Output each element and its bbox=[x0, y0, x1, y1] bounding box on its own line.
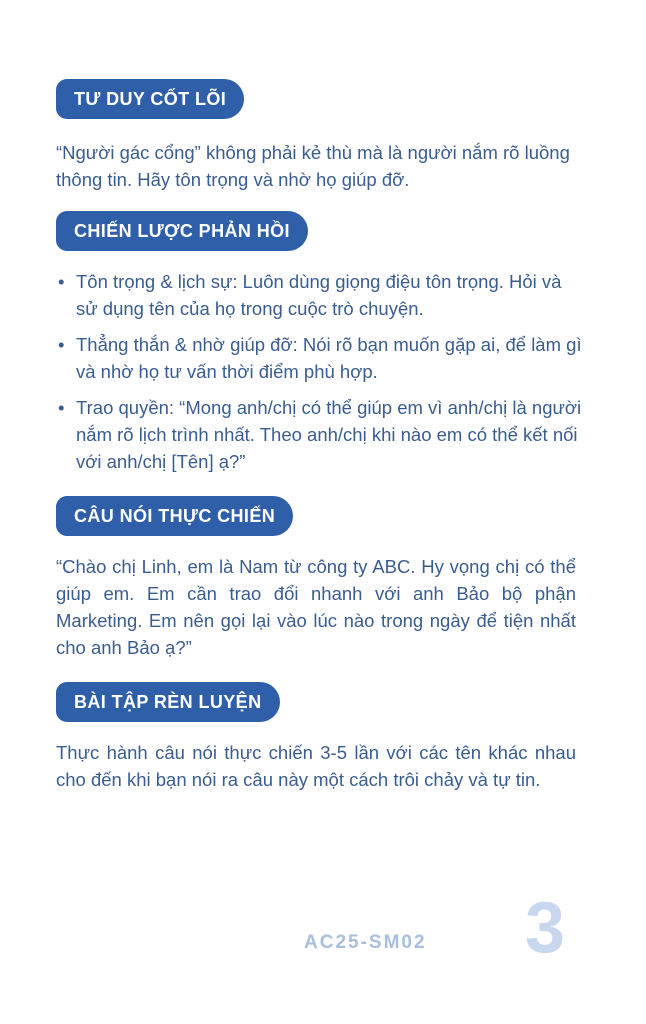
footer-code: AC25-SM02 bbox=[304, 932, 427, 953]
list-item bbox=[56, 394, 584, 475]
list-item-text: Thẳng thắn & nhờ giúp đỡ: Nói rõ bạn muốn gặp ai, để làm gì và nhờ họ tư vấn thời điểm phù hợp. bbox=[76, 334, 582, 382]
section-heading-exercise: BÀI TẬP RÈN LUYỆN bbox=[56, 682, 280, 722]
bullet-dot: • bbox=[58, 334, 65, 355]
bullet-dot: • bbox=[58, 271, 65, 292]
list-item-text: Trao quyền: “Mong anh/chị có thể giúp em vì anh/chị là người nắm rõ lịch trình nhất. Theo anh/chị khi nào em có thể kết nối với anh/chị [Tên] ạ?” bbox=[76, 397, 582, 472]
script-paragraph: “Chào chị Linh, em là Nam từ công ty ABC. Hy vọng chị có thể giúp em. Em cần trao đổi nhanh với anh Bảo bộ phận Marketing. Em nên gọi lại vào lúc nào trong ngày để tiện nhất cho anh Bảo ạ?” bbox=[56, 556, 576, 658]
exercise-paragraph: Thực hành câu nói thực chiến 3-5 lần với các tên khác nhau cho đến khi bạn nói ra câu này một cách trôi chảy và tự tin. bbox=[56, 742, 576, 790]
list-item bbox=[56, 268, 584, 322]
core-paragraph: “Người gác cổng” không phải kẻ thù mà là người nắm rõ luồng thông tin. Hãy tôn trọng và nhờ họ giúp đỡ. bbox=[56, 142, 570, 190]
section-heading-core: TƯ DUY CỐT LÕI bbox=[56, 79, 244, 119]
bullet-dot: • bbox=[58, 397, 65, 418]
strategy-list bbox=[56, 268, 584, 484]
list-item-text: Tôn trọng & lịch sự: Luôn dùng giọng điệu tôn trọng. Hỏi và sử dụng tên của họ trong cuộc trò chuyện. bbox=[76, 271, 562, 319]
page-number: 3 bbox=[525, 888, 566, 968]
section-heading-strategy: CHIẾN LƯỢC PHẢN HỒI bbox=[56, 211, 308, 251]
list-item bbox=[56, 331, 584, 385]
section-heading-script: CÂU NÓI THỰC CHIẾN bbox=[56, 496, 293, 536]
